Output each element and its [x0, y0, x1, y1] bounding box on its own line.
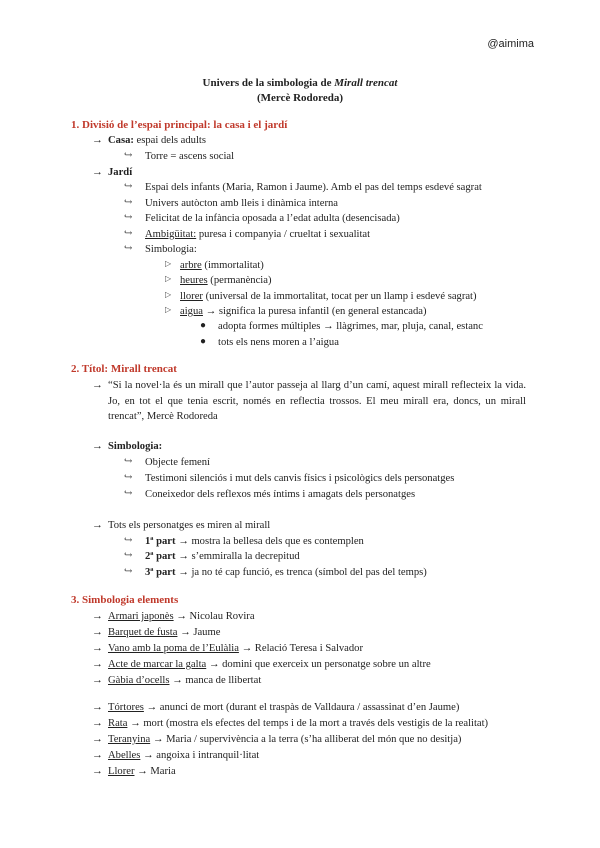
hook-arrow-icon: ↪: [124, 566, 133, 577]
triangle-bullet-icon: ▷: [165, 290, 172, 299]
hook-arrow-icon: ↪: [124, 488, 133, 499]
element-item: Rata → mort (mostra els efectes del temps i de la mort a través dels vestigis de la realitat): [108, 718, 489, 729]
list-item: Univers autòcton amb lleis i dinàmica interna: [145, 198, 338, 209]
hook-arrow-icon: ↪: [124, 535, 133, 546]
element-item: Abelles → angoixa i intranquil·litat: [108, 750, 260, 761]
symbol-llorer: llorer (universal de la immortalitat, tocat per un llamp i esdevé sagrat): [180, 291, 477, 302]
arrow-icon: →: [92, 166, 103, 178]
bullet-icon: ●: [200, 336, 207, 347]
arrow-icon: →: [92, 765, 103, 777]
list-item: Espai dels infants (Maria, Ramon i Jaume). Amb el pas del temps esdevé sagrat: [145, 182, 482, 193]
hook-arrow-icon: ↪: [124, 212, 133, 223]
symbol-arbre: arbre (immortalitat): [180, 260, 264, 271]
part-item: 1ª part → mostra la bellesa dels que es contemplen: [145, 536, 364, 547]
element-item: Acte de marcar la galta → domini que exerceix un personatge sobre un altre: [108, 659, 431, 670]
arrow-icon: →: [92, 134, 103, 146]
arrow-icon: →: [92, 642, 103, 654]
arrow-icon: →: [92, 701, 103, 713]
list-item: Objecte femení: [145, 457, 211, 468]
element-item: Gàbia d’ocells → manca de llibertat: [108, 675, 262, 686]
arrow-icon: →: [92, 749, 103, 761]
hook-arrow-icon: ↪: [124, 472, 133, 483]
part-item: 3ª part → ja no té cap funció, es trenca (símbol del pas del temps): [145, 567, 427, 578]
author-handle: @aimima: [487, 38, 534, 50]
arrow-icon: →: [92, 440, 103, 452]
symbol-heures: heures (permanència): [180, 275, 272, 286]
torre-line: Torre = ascens social: [145, 151, 235, 162]
element-item: Teranyina → Maria / supervivència a la terra (s’ha alliberat del món que no desitja): [108, 734, 462, 745]
list-item: tots els nens moren a l’aigua: [218, 337, 339, 348]
element-item: Llorer → Maria: [108, 766, 176, 777]
arrow-icon: →: [92, 626, 103, 638]
arrow-icon: →: [92, 674, 103, 686]
section-heading-3: 3. Simbologia elements: [71, 594, 179, 606]
hook-arrow-icon: ↪: [124, 197, 133, 208]
hook-arrow-icon: ↪: [124, 456, 133, 467]
page-title: [0, 77, 600, 89]
element-item: Vano amb la poma de l’Eulàlia → Relació Teresa i Salvador: [108, 643, 364, 654]
simbologia-line: Simbologia:: [145, 244, 197, 255]
arrow-icon: →: [92, 717, 103, 729]
arrow-icon: →: [92, 733, 103, 745]
list-item: Testimoni silenciós i mut dels canvis físics i psicològics dels personatges: [145, 473, 455, 484]
title-italic: Mirall trencat: [334, 77, 398, 89]
triangle-bullet-icon: ▷: [165, 259, 172, 268]
symbol-aigua: aigua → significa la puresa infantil (en general estancada): [180, 306, 427, 317]
jardi-label: Jardí: [108, 167, 133, 178]
hook-arrow-icon: ↪: [124, 228, 133, 239]
hook-arrow-icon: ↪: [124, 243, 133, 254]
hook-arrow-icon: ↪: [124, 150, 133, 161]
arrow-icon: →: [92, 379, 103, 391]
title-text: Univers de la simbologia de: [202, 77, 335, 89]
element-item: Barquet de fusta → Jaume: [108, 627, 221, 638]
rodoreda-quote: “Si la novel·la és un mirall que l’autor passeja al llarg d’un camí, aquest mirall reflecteix la vida. Jo, en tot el que tenia escrit, només en reflectia trossos. El meu mirall era, doncs, un mirall trencat”, Mercè Rodoreda: [108, 380, 526, 422]
element-item: Armari japonès → Nicolau Rovira: [108, 611, 255, 622]
bullet-icon: ●: [200, 320, 207, 331]
hook-arrow-icon: ↪: [124, 550, 133, 561]
casa-line: Casa: espai dels adults: [108, 135, 206, 146]
personatges-line: Tots els personatges es miren al mirall: [108, 520, 271, 531]
simbologia-label: Simbologia:: [108, 441, 163, 452]
section-heading-1: 1. Divisió de l’espai principal: la casa i el jardí: [71, 119, 288, 131]
triangle-bullet-icon: ▷: [165, 274, 172, 283]
triangle-bullet-icon: ▷: [165, 305, 172, 314]
element-item: Tórtores → anunci de mort (durant el traspàs de Valldaura / assassinat d’en Jaume): [108, 702, 460, 713]
arrow-icon: →: [92, 658, 103, 670]
part-item: 2ª part → s’emmiralla la decrepitud: [145, 551, 300, 562]
arrow-icon: →: [92, 519, 103, 531]
arrow-icon: →: [92, 610, 103, 622]
ambiguitat-line: Ambigüitat: puresa i companyia / crueltat i sexualitat: [145, 229, 371, 240]
list-item: adopta formes múltiples → llàgrimes, mar, pluja, canal, estanc: [218, 321, 483, 332]
hook-arrow-icon: ↪: [124, 181, 133, 192]
section-heading-2: 2. Títol: Mirall trencat: [71, 363, 177, 375]
page-subtitle: (Mercè Rodoreda): [256, 92, 344, 104]
list-item: Felicitat de la infància oposada a l’edat adulta (desencisada): [145, 213, 400, 224]
list-item: Coneixedor dels reflexos més íntims i amagats dels personatges: [145, 489, 416, 500]
